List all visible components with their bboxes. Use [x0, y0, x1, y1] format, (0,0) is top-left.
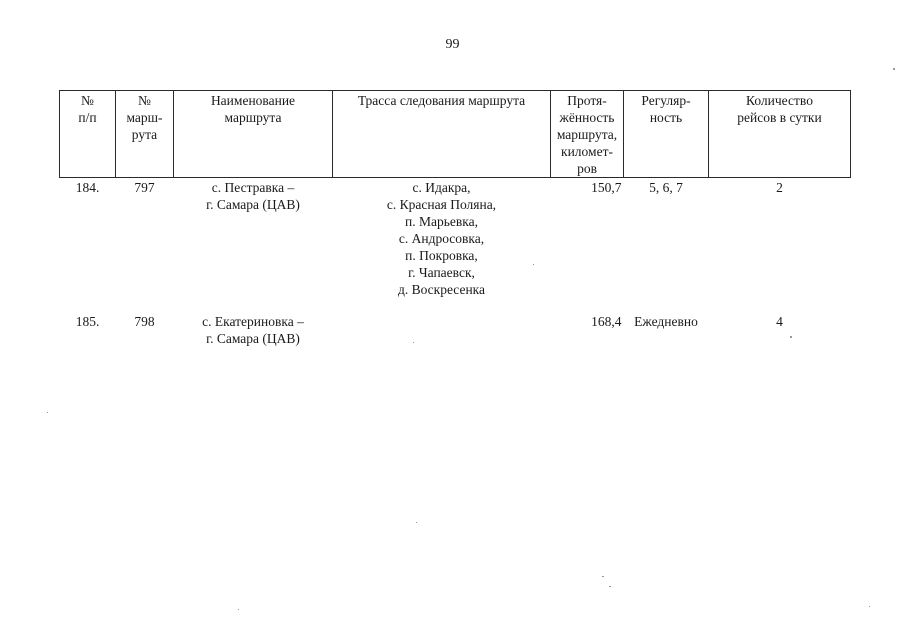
scan-speck	[533, 264, 534, 265]
header-route-length: Протя- жённость маршрута, километ- ров	[551, 91, 624, 178]
scan-speck	[609, 586, 611, 587]
scan-speck	[602, 576, 604, 577]
scan-speck	[893, 68, 895, 70]
routes-table	[59, 90, 851, 347]
header-trips-per-day: Количество рейсов в сутки	[709, 91, 851, 178]
scan-speck	[47, 412, 48, 413]
row-regularity: 5, 6, 7	[649, 180, 683, 195]
row-regularity: Ежедневно	[634, 314, 698, 329]
header-seq-number: № п/п	[60, 91, 116, 178]
row-seq-number: 184.	[75, 180, 100, 195]
scan-speck	[238, 609, 239, 610]
header-route-number: № марш- рута	[116, 91, 174, 178]
row-route-length: 150,7	[591, 180, 622, 195]
scan-speck	[790, 336, 792, 338]
row-route-number: 798	[134, 314, 155, 329]
scan-speck	[869, 606, 870, 607]
header-route-name: Наименование маршрута	[174, 91, 333, 178]
scan-speck	[416, 522, 417, 523]
row-route-track: с. Идакра, с. Красная Поляна, п. Марьевка, с. Андросовка, п. Покровка, г. Чапаевск, д. Воскресенка	[386, 180, 497, 297]
header-regularity: Регуляр- ность	[624, 91, 709, 178]
row-seq-number: 185.	[75, 314, 100, 329]
row-trips-per-day: 4	[776, 314, 783, 329]
row-route-name: с. Екатериновка – г. Самара (ЦАВ)	[202, 314, 304, 346]
row-route-track	[333, 313, 551, 347]
table-row	[60, 313, 851, 347]
row-trips-per-day: 2	[776, 180, 783, 195]
scan-speck	[413, 342, 414, 343]
row-route-number: 797	[134, 180, 155, 195]
table-header-row	[60, 91, 851, 178]
header-route-track: Трасса следования маршрута	[333, 91, 551, 178]
table-row	[60, 178, 851, 314]
row-route-name: с. Пестравка – г. Самара (ЦАВ)	[206, 180, 300, 212]
page-number: 99	[445, 37, 460, 52]
row-route-length: 168,4	[591, 314, 622, 329]
